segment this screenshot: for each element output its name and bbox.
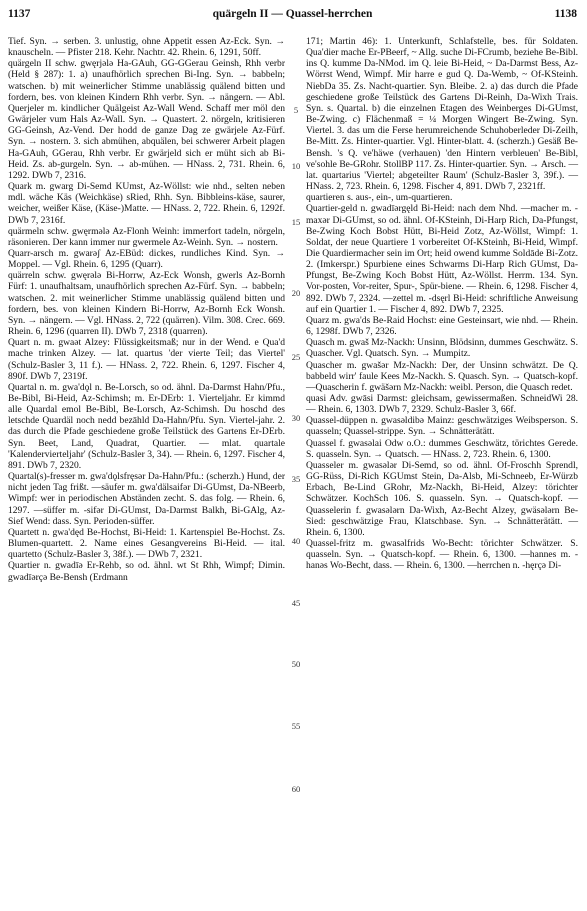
entry-paragraph: Quassel-düppen n. gwasǝldibǝ Mainz: geschwätziges Weibsperson. S. quasseln; Quassel-strippe. Syn. → Schnätterätätt. [306,415,578,438]
running-header [8,8,577,24]
line-number: 20 [291,288,301,298]
line-number: 35 [291,474,301,484]
right-column [306,36,578,572]
header-title: quärgeln II — Quassel-herrchen [212,8,373,20]
entry-paragraph: Quartal n. m. gwa'dǫl n. Be-Lorsch, so od. ähnl. Da-Darmst Hahn/Pfu., Be-Bibl, Bi-Heid, Az-Schimsh; m. Er-DErb: 1. Vierteljahr. Er kimmd alle Quardal emol Be-Bibl, Be-Lorsch, Az-Schimsh. Du hoschd des letschde Quardäl noch nedd bezāhld Da-Hahn/Pfu. Syn. Viertel-jahr. 2. das durch die Pfade geschiedene große Teilstück des Gartens Er-DErb. Syn. Beet, Land, Quadrat, Quartier. — mlat. quartale 'Kalendervierteljahr' (Schulz-Basler 3, 34). — Rhein. 6, 1297. Fischer 4, 891. DWb 7, 2320. [8,381,285,471]
line-number: 50 [291,659,301,669]
right-page-number: 1138 [554,8,577,20]
entry-paragraph: Quarr-arsch m. gwarǝʃ Az-EBüd: dickes, rundliches Kind. Syn. → Moppel. — Vgl. Rhein. 6, 1295 (Quarr). [8,247,285,271]
entry-paragraph: Quarz m. gwa'ds Be-Raid Hochst: eine Gesteinsart, wie nhd. — Rhein. 6, 1298f. DWb 7, 2326. [306,314,578,338]
entry-paragraph: Quart n. m. gwaǝt Alzey: Flüssigkeitsmaß; nur in der Wend. e Qua'd mache trinken Alzey. — lat. quartus 'der vierte Teil; das Viertel' (Schulz-Basler 3, 11 f.). — HNass. 2, 722. Rhein. 6, 1297. Fischer 4, 890f. DWb 7, 2319f. [8,337,285,382]
entry-paragraph: Quassel f. gwasǝlai Odw o.O.: dummes Geschwätz, törichtes Gerede. S. quasseln. Syn. → Quatsch. — HNass. 2, 723. Rhein. 6, 1300. [306,437,578,460]
line-number: 15 [291,217,301,227]
entry-paragraph: Quasseler m. gwasǝlǝr Di-Semd, so od. ähnl. Of-Froschh Sprendl, GG-Rüss, Di-Rich KGUmst Stein, Da-Alsb, Mi-Schneeb, Er-Würzb Erbach, Be-Lind GRohr, Mz-Nackh, Bi-Heid, Alzey: törichter Schwätzer. KochSch 106. S. quasseln. Syn. → Quatsch-kopf. — Quasselerin f. gwasǝlǝrn Da-Wixh, Az-Becht Alzey, gwäsǝlǝrn Be-Sied: geschwätzige Frau, Klatschbase. Syn. → Schnätterätätt. — Rhein. 6, 1300. [306,459,578,538]
entry-paragraph: Quartier-geld n. gwadīǝrgęld Bi-Heid: nach dem Nhd. —macher m. -maxǝr Di-GUmst, so od. ähnl. Of-KSteinh, Di-Harp Rich, Da-Pfungst, Be-Zwing Koch Bobst Hütt, Bi-Heid Zotz, Az-Wöllst, Wimpf: 1. Soldat, der neue Quartiere 1 vorbereitet Of-KSteinh, Bi-Heid, Wimpf. Die Quardiermacher sein im Ort; heid owend kumme Soldāde Bi-Zotz. 2. (Imkerspr.) Spurbiene eines Schwarms Di-Harp Rich GUmst, Da-Pfungst, Be-Zwing Koch Bobst Hütt, Az-Wöllst. Herrm. 134. Syn. Vor-posten, Vor-reiter, Spur-, Spür-biene. — Rhein. 6, 1298. Fischer 4, 892. DWb 7, 2324. —zettel m. -dsęrl Bi-Heid: schriftliche Anweisung auf ein Quartier 1. — Fischer 4, 892. DWb 7, 2325. [306,203,578,315]
entry-paragraph: quärgeln II schw. gwęrjǝlǝ Ha-GAuh, GG-GGerau Geinsh, Rhh verbr (Held § 287): 1. a) unaufhörlich sprechen Bi-Ing. Syn. → babbeln; watschen. b) mit weinerlicher Stimme unablässig quälend bitten und fordern, bes. von kleinen Kindern Rhh verbr. Syn. → nängern. — Abl. Querjeler m. kindlicher Quälgeist Az-Wall Wend. Schaff mer möl den Gwärjeler vum Hals Az-Wall. Syn. → Quastert. 2. nörgeln, kritisieren GG-Geinsh, Az-Vend. Der hodd de ganze Dag ze gwärjele Az-Fürf. Syn. → nostern. 3. sich abmühen, abquälen, bei schwerer Arbeit plagen Ha-GAuh, GGerau, Rhh verbr. Er gwärjeld sich er müht sich ab Bi-Heid. Zs. ab-gurgeln. Syn. → ab-mühen. — HNass. 2, 731. Rhein. 6, 1292. DWb 7, 2316. [8,58,285,181]
line-number: 40 [291,536,301,546]
entry-paragraph: quasi Adv. gwāsi Darmst: gleichsam, gewissermaßen. SchneidWi 28. — Rhein. 6, 1303. DWb 7, 2329. Schulz-Basler 3, 66f. [306,393,578,416]
left-column [8,36,285,583]
line-number: 45 [291,598,301,608]
entry-paragraph: quärmeln schw. gwęrmǝlǝ Az-Flonh Weinh: immerfort tadeln, nörgeln, räsonieren. Der kann immer nur gwermele Az-Weinh. Syn. → nostern. [8,225,285,248]
line-number: 5 [293,105,299,115]
line-number: 30 [291,413,301,423]
entry-paragraph: Quascher m. gwašǝr Mz-Nackh: Der, der Unsinn schwätzt. De Q. babbeld wirr' faule Kees Mz-Nackh. S. Quasch. Syn. → Quatsch-kopf. —Quascherin f. gwäšǝrn Mz-Nackh: weibl. Person, die Quasch redet. [306,359,578,393]
entry-paragraph: Quassel-fritz m. gwasǝlfrids Wo-Becht: törichter Schwätzer. S. quasseln. Syn. → Quatsch-kopf. — Rhein. 6, 1300. —hannes m. -hanǝs Wo-Becht, dass. — Rhein. 6, 1300. —herrchen n. -hęrçǝ Di- [306,538,578,572]
line-number: 60 [291,784,301,794]
left-page-number: 1137 [8,8,31,20]
entry-paragraph: quärreln schw. gwęrǝlǝ Bi-Horrw, Az-Eck Wonsh, gwerls Az-Bornh Fürf: 1. unaufhaltsam, unaufhörlich sprechen Az-Fürf. Syn. → babbeln; watschen. 2. mit weinerlicher Stimme unablässig quälend bitten und fordern, bes. von kleinen Kindern Bi-Horrw, Az-Bornh Eck Wonsh. Syn. → nängern. — Vgl. HNass. 2, 722 (quärren). Vilm. 308. Crec. 669. Rhein. 6, 1296 (quarren II). DWb 7, 2318 (quarren). [8,270,285,338]
entry-paragraph: Tief. Syn. → serben. 3. unlustig, ohne Appetit essen Az-Eck. Syn. → knauscheln. — Pfister 218. Kehr. Nachtr. 42. Rhein. 6, 1291, 50ff. [8,36,285,59]
entry-paragraph: Quasch m. gwaš Mz-Nackh: Unsinn, Blödsinn, dummes Geschwätz. S. Quascher. Vgl. Quatsch. Syn. → Mumpitz. [306,337,578,360]
line-number: 10 [291,161,301,171]
entry-paragraph: Quark m. gwarg Di-Semd KUmst, Az-Wöllst: wie nhd., selten neben mdl. wäche Käs (Weichkäse) sRied, Rhh. Syn. Bibbleins-käse, saurer, weicher, weißer Käse, (Käse-)Matte. — HNass. 2, 722. Rhein. 6, 1292f. DWb 7, 2316f. [8,181,285,226]
entry-paragraph: quartieren s. aus-, ein-, um-quartieren. [306,192,453,204]
line-number: 55 [291,721,301,731]
entry-paragraph: Quartett n. gwa'dęd Be-Hochst, Bi-Heid: 1. Kartenspiel Be-Hochst. Zs. Blumen-quartett. 2. Name eines Gesangvereins Bi-Heid. — ital. quartetto (Schulz-Basler 3, 38f.). — DWb 7, 2321. [8,526,285,561]
entry-paragraph: Quartier n. gwadīǝ Er-Rehb, so od. ähnl. wt St Rhh, Wimpf; Dimin. gwadīǝrçǝ Be-Bensh (Erdmann [8,560,285,583]
line-number: 25 [291,352,301,362]
entry-paragraph: 171; Martin 46): 1. Unterkunft, Schlafstelle, bes. für Soldaten. Qua'dier mache Er-PBeerf, ~ Allg. suche Di-FCrumb, beziehe Be-Bibl. ins Q. kumme Da-NMod. im Q. leie Bi-Heid, ~ Da-Darmst Bess, Az-Wörrst Wend, Wimpf. Mir harre e gud Q. Da-Wemb, ~ Of-KSteinh. NiebDa 35. Zs. Nacht-quartier. Syn. Bleibe. 2. a) das durch die Pfade geschiedene große Teilstück des Gartens Di-Reinh, Da-Wixh Trais. Syn. s. Quartal. b) die einzelnen Etagen des Weinberges Di-GUmst, Be-Zwing. c) Flächenmaß = ¼ Morgen Wingert Be-Zwing. Syn. Viertel. 3. das um die Ferse herumreichende Schuhoberleder Di-Zeilh, Be-Mitt. Zs. Hinter-quartier. Vgl. Hinter-blatt. 4. (scherzh.) Gesäß Be-Bensh. 's Q. ve'häwe (verhauen) 'den Hintern verbleuen' Be-Bibl, ve'sohle Be-GRohr. StollBP 117. Zs. Hinter-quartier. Syn. → Arsch. — lat. quartarius 'Viertel; abgeteilter Raum' (Schulz-Basler 3, 39f.). — HNass. 2, 723. Rhein. 6, 1298. Fischer 4, 891. DWb 7, 2321ff. [306,36,578,193]
entry-paragraph: Quartal(s)-fresser m. gwa'dǫlsfręsǝr Da-Hahn/Pfu.: (scherzh.) Hund, der nicht jeden Tag frißt. —säufer m. gwa'dälsaifǝr Di-GUmst, Da-NBeerb, Wimpf: wer in periodischen Abständen zecht. S. das folg. — Rhein. 6, 1297. —süffer m. -sifǝr Di-GUmst, Da-Darmst Balkh, Bi-GAlg, Az-Sief Wend: dass. Syn. Perioden-süffer. [8,471,285,527]
